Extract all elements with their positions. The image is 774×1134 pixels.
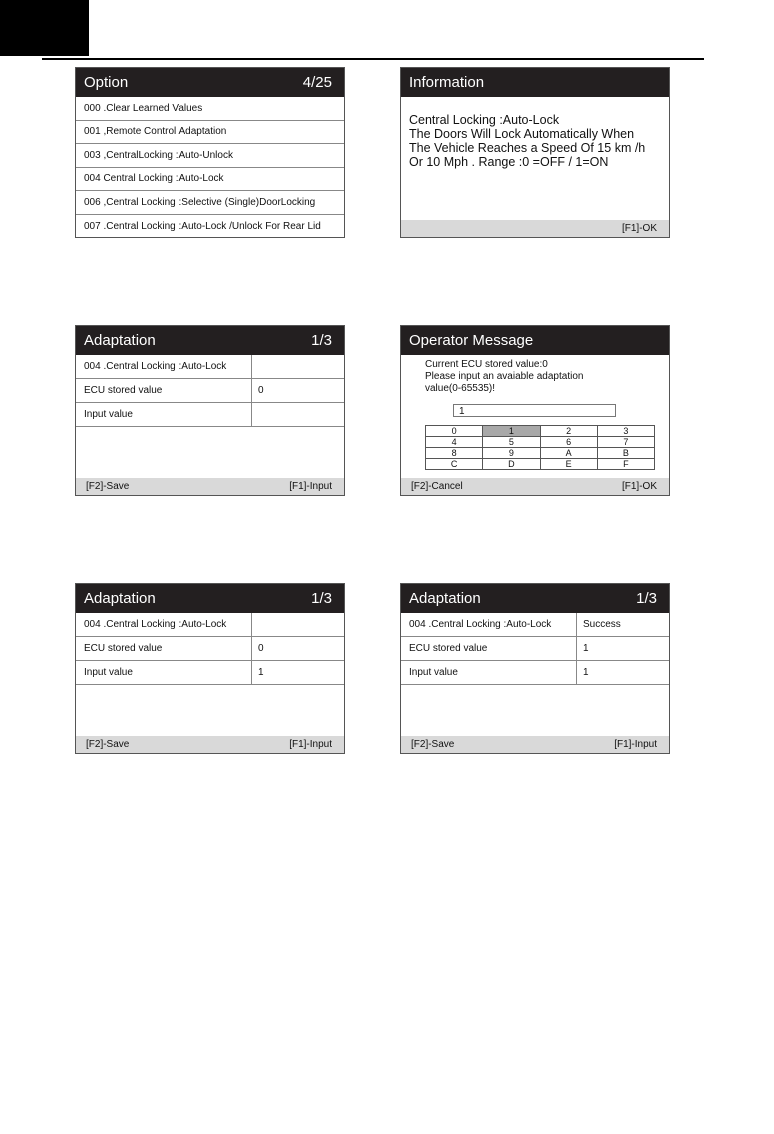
adaptation-footer xyxy=(76,736,344,753)
row-label: Input value xyxy=(76,661,252,684)
input-value-field[interactable] xyxy=(252,403,344,426)
key-d[interactable]: D xyxy=(483,459,540,470)
operator-message-screen xyxy=(400,325,670,496)
save-button[interactable]: [F2]-Save xyxy=(86,739,130,750)
row-label: Input value xyxy=(401,661,577,684)
input-button[interactable]: [F1]-Input xyxy=(614,739,657,750)
hex-keypad xyxy=(425,425,655,470)
table-row xyxy=(76,637,344,661)
message-line: value(0-65535)! xyxy=(425,383,496,394)
key-3[interactable]: 3 xyxy=(597,426,654,437)
input-value-field[interactable]: 1 xyxy=(583,667,589,678)
adaptation-page-indicator: 1/3 xyxy=(636,590,657,607)
row-value: 1 xyxy=(583,643,589,654)
table-row xyxy=(76,613,344,637)
information-body xyxy=(401,97,669,169)
option-item[interactable]: 007 .Central Locking :Auto-Lock /Unlock For Rear Lid xyxy=(84,220,321,232)
key-6[interactable]: 6 xyxy=(540,437,597,448)
key-8[interactable]: 8 xyxy=(426,448,483,459)
operator-title: Operator Message xyxy=(409,332,534,349)
row-label: Input value xyxy=(76,403,252,426)
row-value xyxy=(252,613,344,636)
row-label: ECU stored value xyxy=(76,637,252,660)
key-4[interactable]: 4 xyxy=(426,437,483,448)
adaptation-titlebar xyxy=(76,326,344,355)
adaptation-title: Adaptation xyxy=(409,590,481,607)
adaptation-title: Adaptation xyxy=(84,332,156,349)
information-line: Central Locking :Auto-Lock xyxy=(409,113,560,127)
adaptation-titlebar xyxy=(401,584,669,613)
information-line: The Vehicle Reaches a Speed Of 15 km /h xyxy=(409,141,646,155)
operator-footer xyxy=(401,478,669,495)
information-titlebar xyxy=(401,68,669,97)
table-row xyxy=(401,637,669,661)
key-c[interactable]: C xyxy=(426,459,483,470)
key-2[interactable]: 2 xyxy=(540,426,597,437)
key-7[interactable]: 7 xyxy=(597,437,654,448)
table-row xyxy=(76,355,344,379)
key-5[interactable]: 5 xyxy=(483,437,540,448)
row-label: 004 .Central Locking :Auto-Lock xyxy=(76,355,252,378)
row-label: ECU stored value xyxy=(76,379,252,402)
option-list xyxy=(76,97,344,238)
information-line: Or 10 Mph . Range :0 =OFF / 1=ON xyxy=(409,155,609,169)
option-titlebar xyxy=(76,68,344,97)
information-title: Information xyxy=(409,74,485,91)
message-line: Current ECU stored value:0 xyxy=(425,359,548,370)
save-button[interactable]: [F2]-Save xyxy=(86,481,130,492)
option-item[interactable]: 000 .Clear Learned Values xyxy=(76,97,344,121)
table-row xyxy=(401,661,669,685)
table-row xyxy=(76,661,344,685)
information-screen xyxy=(400,67,670,238)
option-item[interactable]: 006 ,Central Locking :Selective (Single)DoorLocking xyxy=(76,191,344,215)
adaptation-page-indicator: 1/3 xyxy=(311,590,332,607)
key-f[interactable]: F xyxy=(597,459,654,470)
adaptation-screen-2 xyxy=(75,583,345,754)
ok-button[interactable]: [F1]-OK xyxy=(621,481,657,492)
adaptation-footer xyxy=(401,736,669,753)
save-button[interactable]: [F2]-Save xyxy=(411,739,455,750)
key-0[interactable]: 0 xyxy=(426,426,483,437)
operator-titlebar xyxy=(401,326,669,355)
option-item[interactable]: 004 Central Locking :Auto-Lock xyxy=(76,168,344,192)
table-row xyxy=(76,379,344,403)
row-label: ECU stored value xyxy=(401,637,577,660)
adaptation-screen-1 xyxy=(75,325,345,496)
option-screen xyxy=(75,67,345,238)
input-button[interactable]: [F1]-Input xyxy=(289,481,332,492)
information-line: The Doors Will Lock Automatically When xyxy=(409,127,635,141)
key-1[interactable]: 1 xyxy=(483,426,540,437)
row-label: 004 .Central Locking :Auto-Lock xyxy=(76,613,252,636)
row-value xyxy=(252,355,344,378)
key-9[interactable]: 9 xyxy=(483,448,540,459)
option-page-indicator: 4/25 xyxy=(302,74,332,91)
option-item[interactable]: 003 ,CentralLocking :Auto-Unlock xyxy=(76,144,344,168)
option-title: Option xyxy=(84,74,129,91)
adaptation-page-indicator: 1/3 xyxy=(311,332,332,349)
table-row xyxy=(76,403,344,427)
option-item[interactable]: 001 ,Remote Control Adaptation xyxy=(76,121,344,145)
input-button[interactable]: [F1]-Input xyxy=(289,739,332,750)
row-value: 0 xyxy=(258,643,264,654)
key-b[interactable]: B xyxy=(597,448,654,459)
key-a[interactable]: A xyxy=(540,448,597,459)
status-value: Success xyxy=(583,619,621,630)
operator-message-text xyxy=(425,359,583,395)
value-input[interactable]: 1 xyxy=(453,404,616,417)
key-e[interactable]: E xyxy=(540,459,597,470)
table-row xyxy=(401,613,669,637)
row-label: 004 .Central Locking :Auto-Lock xyxy=(401,613,577,636)
adaptation-title: Adaptation xyxy=(84,590,156,607)
adaptation-footer xyxy=(76,478,344,495)
header-rule xyxy=(42,58,704,60)
message-line: Please input an avaiable adaptation xyxy=(425,371,584,382)
cancel-button[interactable]: [F2]-Cancel xyxy=(411,481,463,492)
row-value: 0 xyxy=(258,385,264,396)
page-corner-tab xyxy=(0,0,89,56)
ok-button[interactable]: [F1]-OK xyxy=(621,223,657,234)
input-value-field[interactable]: 1 xyxy=(258,667,264,678)
adaptation-screen-3 xyxy=(400,583,670,754)
information-footer xyxy=(401,220,669,237)
adaptation-titlebar xyxy=(76,584,344,613)
